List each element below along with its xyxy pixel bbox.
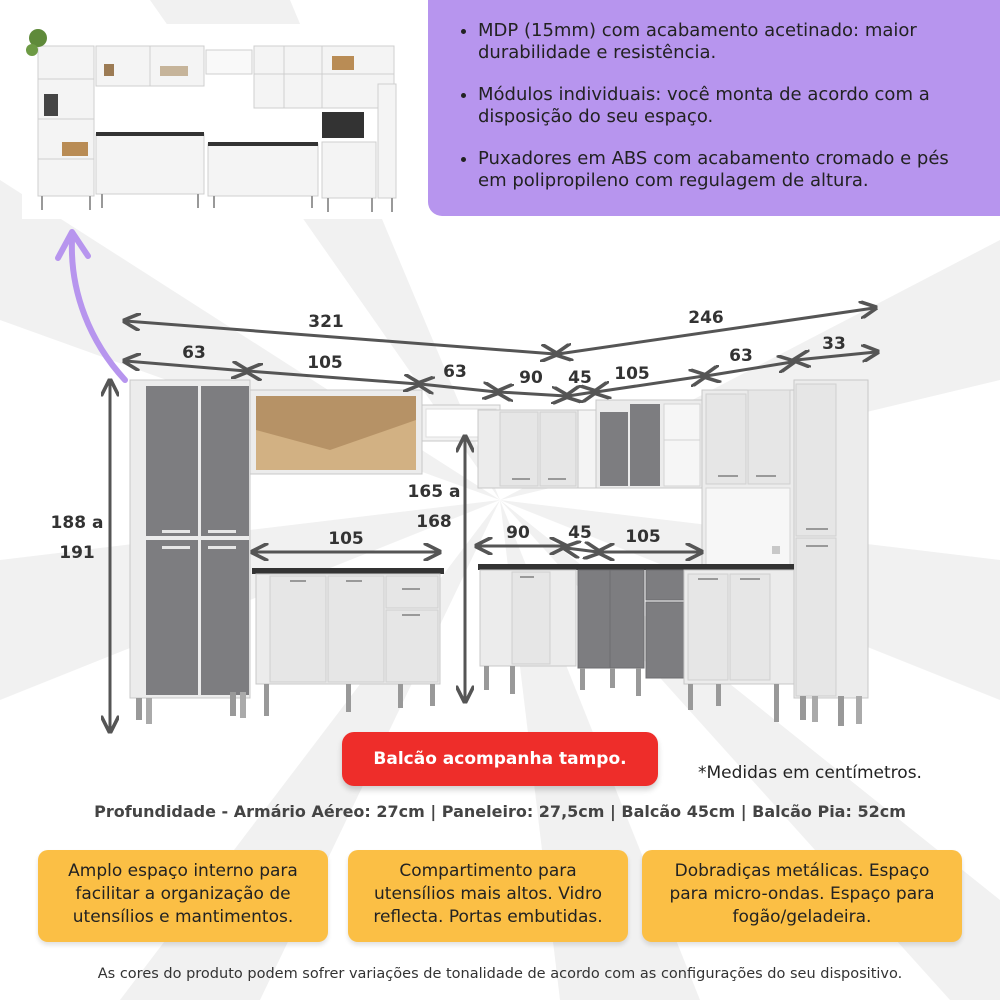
feature-item: • Módulos individuais: você monta de acordo com a disposição do seu espaço. (478, 84, 976, 128)
highlight-box-hinges: Dobradiças metálicas. Espaço para micro-ondas. Espaço para fogão/geladeira. (642, 850, 962, 942)
dim-counter-module: 45 (568, 523, 592, 543)
kitchen-thumbnail-image (22, 24, 407, 219)
highlight-box-compartment: Compartimento para utensílios mais altos. Vidro reflecta. Portas embutidas. (348, 850, 628, 942)
dim-counter-module: 90 (506, 523, 530, 543)
feature-item: • MDP (15mm) com acabamento acetinado: maior durabilidade e resistência. (478, 20, 976, 64)
dim-top-module: 90 (519, 368, 543, 388)
left-base-counter (252, 568, 444, 716)
dim-top-module: 33 (822, 334, 846, 354)
dim-top-module: 105 (307, 353, 343, 373)
dim-total-left: 321 (308, 312, 344, 332)
glass-wall-cabinet (250, 390, 422, 474)
measurement-unit-note: *Medidas em centímetros. (698, 763, 922, 783)
color-disclaimer: As cores do produto podem sofrer variações de tonalidade de acordo com as configurações do seu dispositivo. (97, 966, 903, 982)
microwave-tower-cabinet (702, 390, 794, 570)
dim-top-module: 105 (614, 364, 650, 384)
counter-top-badge: Balcão acompanha tampo. (342, 732, 658, 786)
dim-height-total-2: 191 (59, 543, 95, 563)
dim-top-module: 63 (443, 362, 467, 382)
feature-list (458, 20, 976, 192)
dim-height-mid-1: 165 a (407, 482, 461, 502)
highlight-box-storage: Amplo espaço interno para facilitar a organização de utensílios e mantimentos. (38, 850, 328, 942)
dim-height-mid-2: 168 (416, 512, 452, 532)
dim-counter-module: 105 (625, 527, 661, 547)
depth-info: Profundidade - Armário Aéreo: 27cm | Paneleiro: 27,5cm | Balcão 45cm | Balcão Pia: 52cm (94, 802, 906, 821)
right-base-counter (478, 564, 794, 722)
feature-item: • Puxadores em ABS com acabamento cromado e pés em polipropileno com regulagem de altura. (478, 148, 976, 192)
dim-total-right: 246 (688, 308, 724, 328)
corner-wall-cabinets (478, 400, 702, 488)
dim-top-module: 63 (729, 346, 753, 366)
feature-list-panel (428, 0, 1000, 216)
dim-height-total-1: 188 a (50, 513, 104, 533)
dim-counter-module: 105 (328, 529, 364, 549)
tall-right-cabinet (794, 380, 868, 726)
dim-top-module: 63 (182, 343, 206, 363)
dim-top-module: 45 (568, 368, 592, 388)
pantry-cabinet (130, 380, 250, 724)
kitchen-dimension-diagram (0, 290, 1000, 740)
